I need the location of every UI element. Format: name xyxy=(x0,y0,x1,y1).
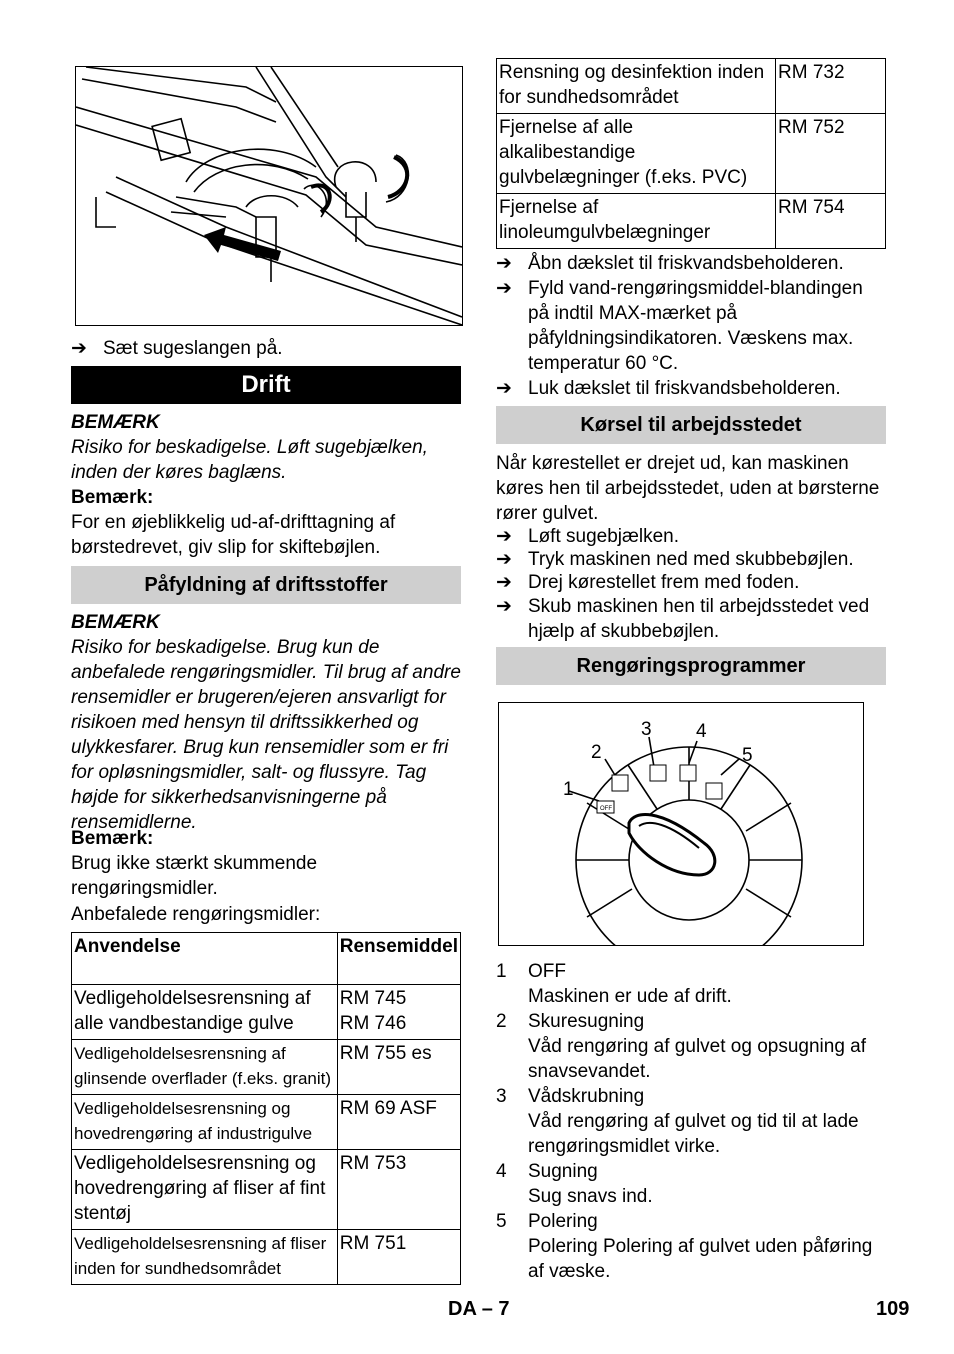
dial-label-4: 4 xyxy=(696,721,707,742)
step-turn-chassis: ➔ Drej kørestellet frem med foden. xyxy=(496,572,800,593)
dial-label-2: 2 xyxy=(591,742,602,763)
table-row xyxy=(497,114,886,194)
suction-hose-illustration xyxy=(76,67,462,325)
table-row xyxy=(72,1095,461,1150)
table-header-cell: Rensemiddel xyxy=(337,933,460,985)
arrow-right-icon: ➔ xyxy=(496,596,512,617)
arrow-right-icon: ➔ xyxy=(496,278,512,299)
table-cell: RM 754 xyxy=(776,194,886,249)
step-attach-hose: ➔ Sæt sugeslangen på. xyxy=(71,338,283,359)
program-item: 1 OFF Maskinen er ude af drift. xyxy=(496,961,732,1007)
table-cell: RM 69 ASF xyxy=(337,1095,460,1150)
arrow-right-icon: ➔ xyxy=(71,338,87,359)
warning-heading-1: BEMÆRK xyxy=(71,412,160,433)
program-item: 4 Sugning Sug snavs ind. xyxy=(496,1161,653,1207)
step-push-machine: ➔ Skub maskinen hen til arbejdsstedet ved hjælp af skubbebøjlen. xyxy=(496,596,870,642)
arrow-right-icon: ➔ xyxy=(496,253,512,274)
warning-text-1: Risiko for beskadigelse. Løft sugebjælken, inden der køres baglæns. xyxy=(71,437,428,483)
program-item: 3 Vådskrubning Våd rengøring af gulvet og tid til at lade rengøringsmidlet virke. xyxy=(496,1086,859,1157)
table-cell: RM 752 xyxy=(776,114,886,194)
table-cell: RM 751 xyxy=(337,1230,460,1285)
program-item: 5 Polering Polering Polering af gulvet uden påføring af væske. xyxy=(496,1211,873,1282)
warning-text-2: Risiko for beskadigelse. Brug kun de anbefalede rengøringsmidler. Til brug af andre rensemidler er brugeren/ejeren ansvarligt for risikoen med hensyn til driftssikkerhed og ulykkesfarer. Brug kun rensemidler som er fri for opløsningsmidler, salt- og flussyre. Tag højde for sikkerhedsanvisningerne på rensemidlerne. xyxy=(71,637,461,833)
table-row xyxy=(72,985,461,1040)
table-row xyxy=(72,1150,461,1230)
warning-heading-2: BEMÆRK xyxy=(71,612,160,633)
table-header-cell: Anvendelse xyxy=(72,933,338,985)
table-row xyxy=(497,194,886,249)
table-cell: Fjernelse af alle alkalibestandige gulvbelægninger (f.eks. PVC) xyxy=(497,114,776,194)
step-raise-squeegee: ➔ Løft sugebjælken. xyxy=(496,526,680,547)
detergent-table-continued xyxy=(496,58,886,249)
suction-hose-figure xyxy=(75,66,463,326)
program-item: 2 Skuresugning Våd rengøring af gulvet og opsugning af snavsevandet. xyxy=(496,1011,867,1082)
table-cell: RM 753 xyxy=(337,1150,460,1230)
step-press-down: ➔ Tryk maskinen ned med skubbebøjlen. xyxy=(496,549,854,570)
table-row xyxy=(497,59,886,114)
table-cell: Vedligeholdelsesrensning af alle vandbestandige gulve xyxy=(72,985,338,1040)
table-cell: Fjernelse af linoleumgulvbelægninger xyxy=(497,194,776,249)
dial-label-1: 1 xyxy=(563,779,574,800)
footer-section: DA – 7 xyxy=(448,1298,510,1320)
dial-label-3: 3 xyxy=(641,719,652,740)
suction-symbol-icon xyxy=(680,765,696,781)
recommended-label: Anbefalede rengøringsmidler: xyxy=(71,904,321,925)
drive-text: Når kørestellet er drejet ud, kan maskinen køres hen til arbejdsstedet, uden at børsterne rører gulvet. xyxy=(496,453,880,524)
note-label-1: Bemærk: xyxy=(71,487,154,508)
footer-page-number: 109 xyxy=(876,1298,910,1320)
step-fill-mixture: ➔ Fyld vand-rengøringsmiddel-blandingen på indtil MAX-mærket på påfyldningsindikatoren. Væskens max. temperatur 60 °C. xyxy=(496,278,863,374)
table-cell: Vedligeholdelsesrensning af glinsende overflader (f.eks. granit) xyxy=(72,1040,338,1095)
table-cell: RM 732 xyxy=(776,59,886,114)
table-cell: Vedligeholdelsesrensning og hovedrengøring af fliser af fint stentøj xyxy=(72,1150,338,1230)
table-cell: RM 755 es xyxy=(337,1040,460,1095)
dial-label-5: 5 xyxy=(742,745,753,766)
scrub-suck-symbol-icon xyxy=(612,775,628,791)
table-cell: Vedligeholdelsesrensning og hovedrengøring af industrigulve xyxy=(72,1095,338,1150)
table-cell: RM 745 RM 746 xyxy=(337,985,460,1040)
arrow-right-icon: ➔ xyxy=(496,378,512,399)
step-open-lid: ➔ Åbn dækslet til friskvandsbeholderen. xyxy=(496,253,844,274)
arrow-right-icon: ➔ xyxy=(496,526,512,547)
table-cell: Vedligeholdelsesrensning af fliser inden for sundhedsområdet xyxy=(72,1230,338,1285)
program-dial-figure xyxy=(498,702,864,946)
section-title-programs: Rengøringsprogrammer xyxy=(496,647,886,685)
section-title-drive: Kørsel til arbejdsstedet xyxy=(496,406,886,444)
note-label-2: Bemærk: xyxy=(71,828,154,849)
step-close-lid: ➔ Luk dækslet til friskvandsbeholderen. xyxy=(496,378,841,399)
arrow-right-icon: ➔ xyxy=(496,572,512,593)
note-text-2: Brug ikke stærkt skummende rengøringsmidler. xyxy=(71,853,318,899)
table-cell: Rensning og desinfektion inden for sundhedsområdet xyxy=(497,59,776,114)
table-header-row xyxy=(72,933,461,985)
section-title-drift: Drift xyxy=(71,366,461,404)
note-text-1: For en øjeblikkelig ud-af-drifttagning af børstedrevet, giv slip for skiftebøjlen. xyxy=(71,512,396,558)
table-row xyxy=(72,1230,461,1285)
detergent-table xyxy=(71,932,461,1285)
program-dial-illustration xyxy=(499,703,863,945)
section-title-fill: Påfyldning af driftsstoffer xyxy=(71,566,461,604)
polish-symbol-icon xyxy=(706,783,722,799)
wet-scrub-symbol-icon xyxy=(650,765,666,781)
table-row xyxy=(72,1040,461,1095)
arrow-right-icon: ➔ xyxy=(496,549,512,570)
dial-off-text: OFF xyxy=(600,806,612,812)
